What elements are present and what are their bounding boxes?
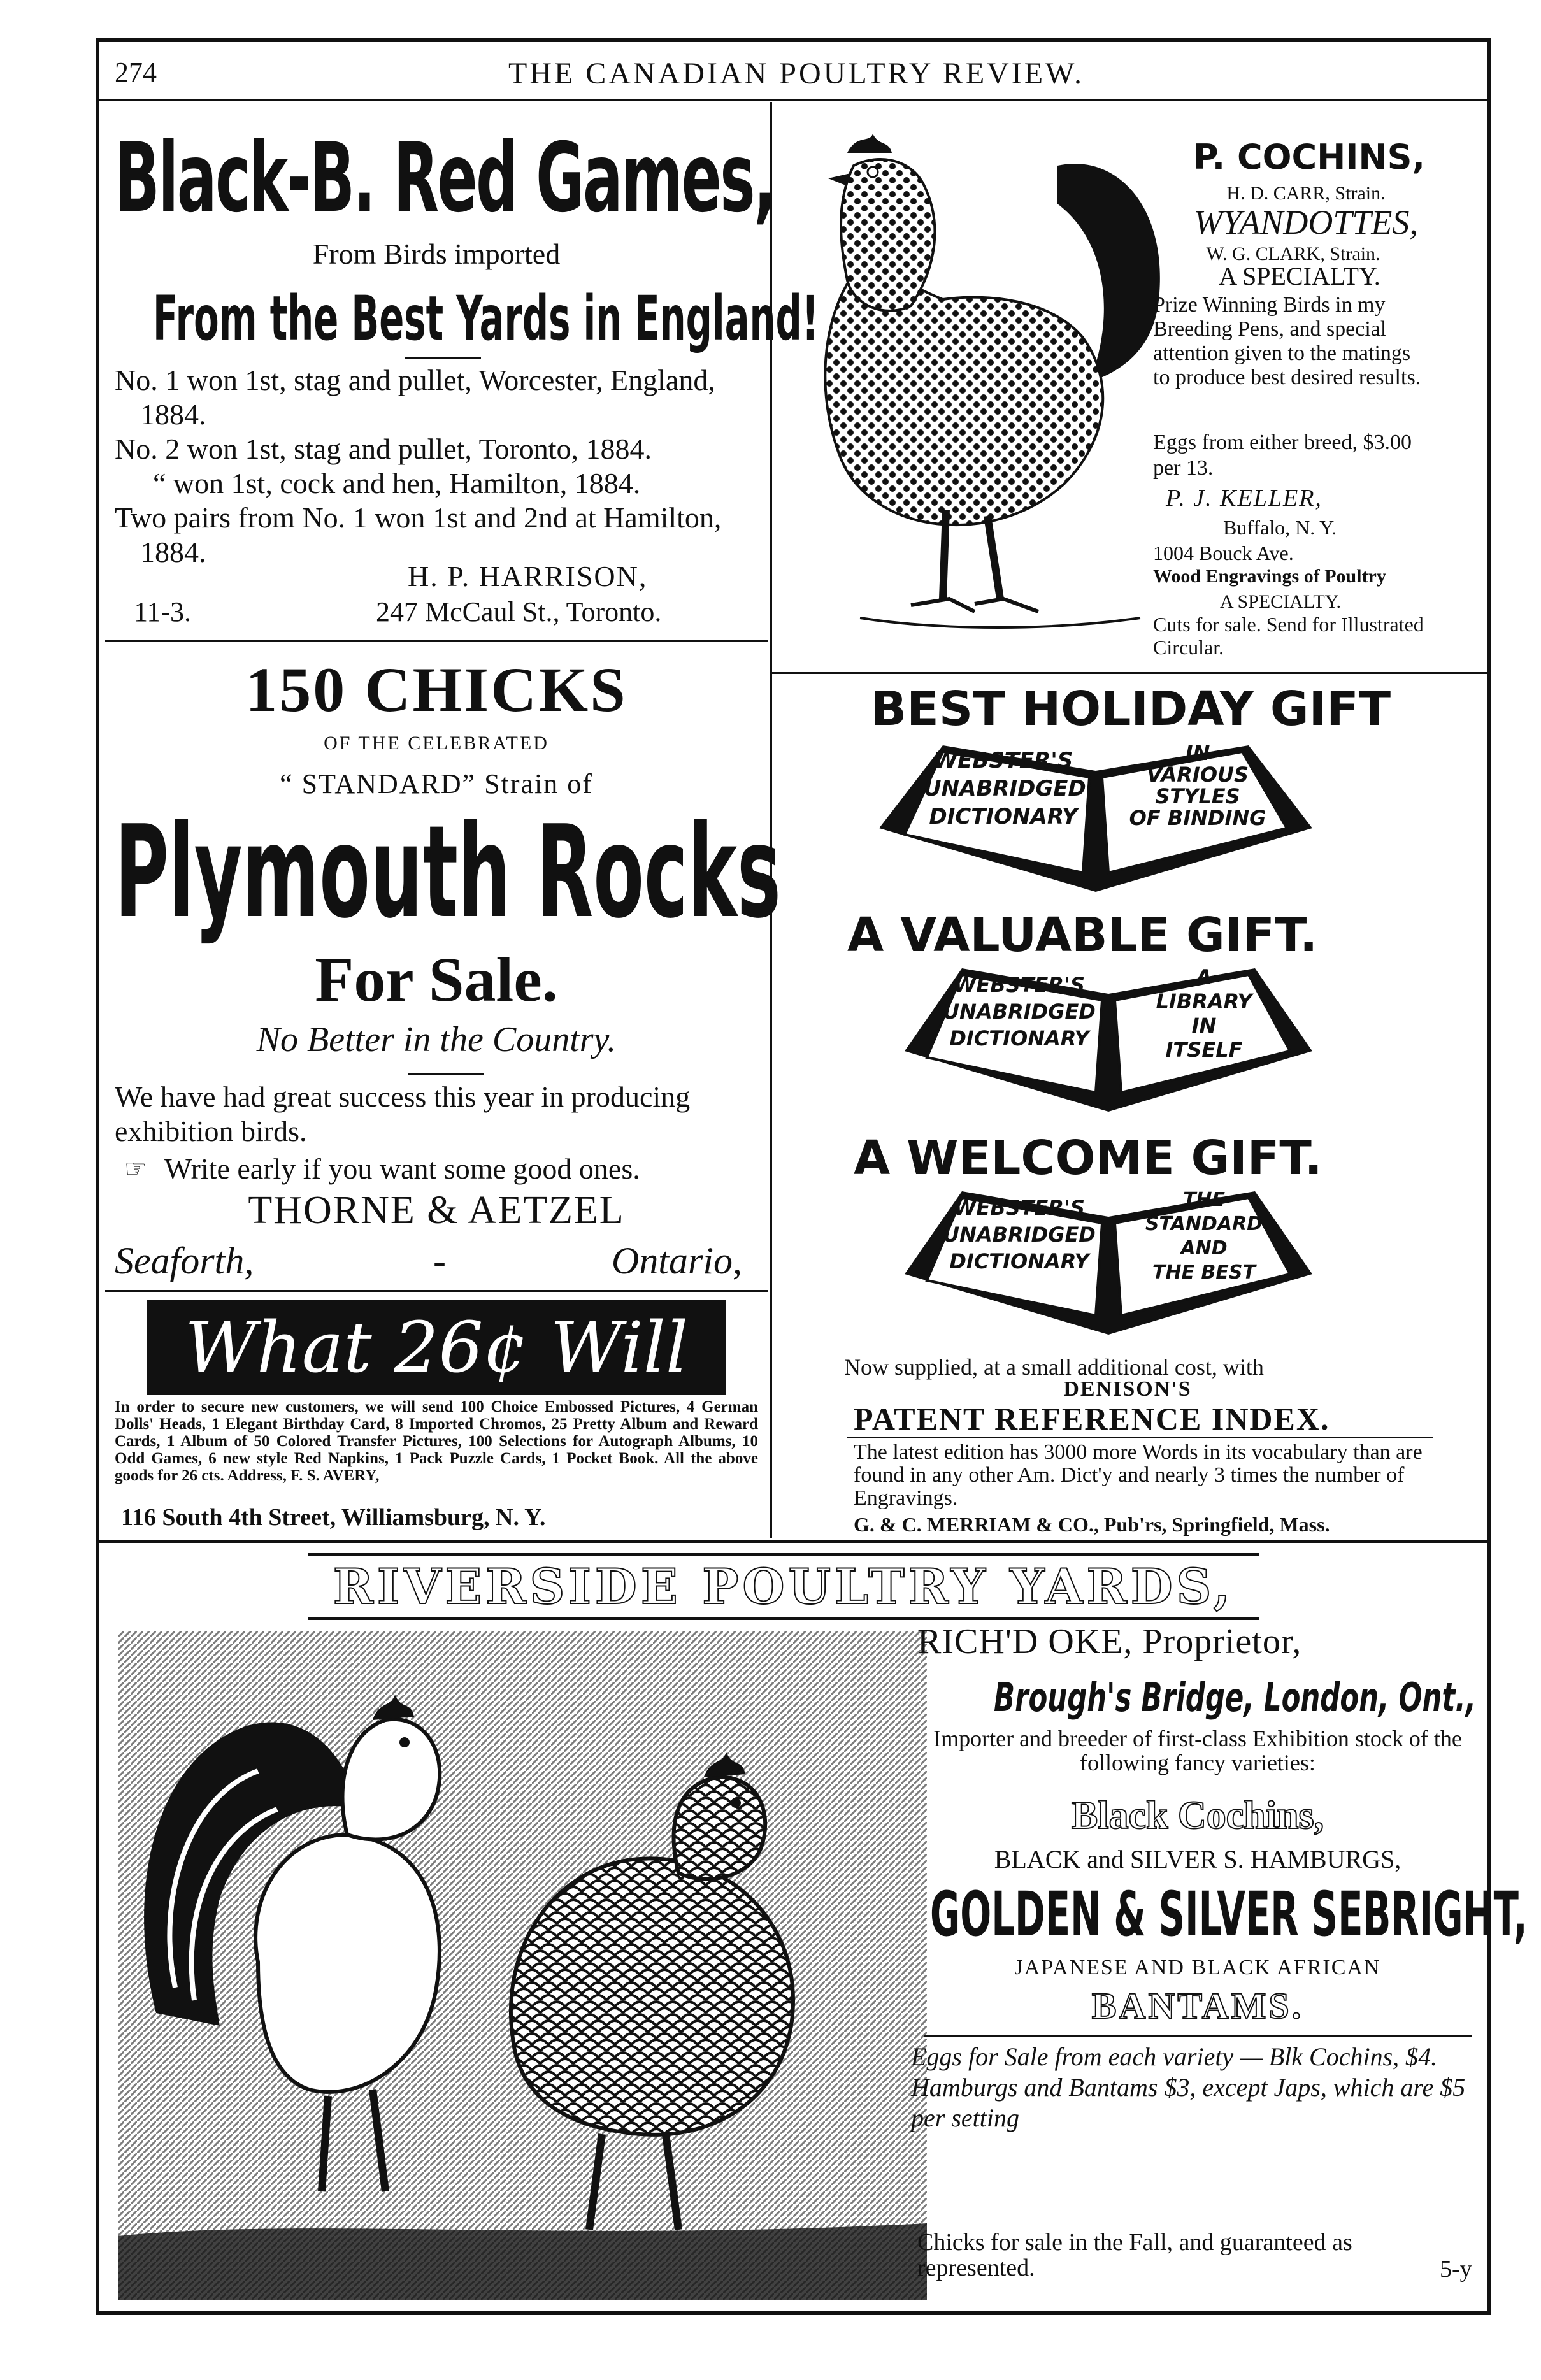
running-title: THE CANADIAN POULTRY REVIEW. — [508, 57, 1084, 90]
riverside-variety3: GOLDEN & SILVER SEBRIGHT, — [930, 1879, 1528, 1950]
harrison-address: 247 McCaul St., Toronto. — [376, 596, 662, 627]
book2-left-2: UNABRIDGED — [943, 1000, 1096, 1024]
webster-denison: DENISON'S — [1063, 1377, 1192, 1401]
thorne-dash: - — [433, 1240, 446, 1282]
keller-engravings: Wood Engravings of Poultry — [1153, 566, 1386, 587]
keller-name: P. J. KELLER, — [1166, 485, 1322, 512]
thorne-province: Ontario, — [612, 1240, 743, 1282]
keller-title: P. COCHINS, — [1193, 137, 1426, 177]
harrison-headline: Black-B. Red Games, — [115, 123, 775, 234]
book3-right-4: THE BEST — [1152, 1261, 1256, 1284]
book2-right-text — [1134, 965, 1274, 1062]
rooster-illustration — [784, 127, 1179, 650]
harrison-line-1: No. 1 won 1st, stag and pullet, Worcester, England, 1884. — [115, 364, 715, 431]
thorne-for-sale: For Sale. — [315, 944, 558, 1015]
book2-right-3: IN — [1191, 1014, 1217, 1038]
webster-line3: A WELCOME GIFT. — [854, 1131, 1322, 1186]
riverside-banner: RIVERSIDE POULTRY YARDS, — [308, 1553, 1260, 1620]
harrison-headline2: From the Best Yards in England! — [153, 283, 819, 354]
book1-left-3: DICTIONARY — [929, 804, 1078, 829]
book3-left-1: WEBSTER'S — [954, 1196, 1085, 1220]
harrison-lines — [115, 363, 758, 570]
thorne-text: We have had great success this year in producing exhibition birds. — [115, 1080, 691, 1147]
book3-right-3: AND — [1180, 1237, 1228, 1259]
riverside-proprietor: RICH'D OKE, Proprietor, — [917, 1622, 1302, 1661]
webster-line2: A VALUABLE GIFT. — [847, 908, 1318, 963]
book2-right-4: ITSELF — [1165, 1038, 1243, 1062]
book3-right-1: THE — [1182, 1189, 1226, 1211]
thorne-strain: “ STANDARD” Strain of — [280, 768, 593, 799]
book3-left-2: UNABRIDGED — [943, 1222, 1096, 1247]
book3-left-3: DICTIONARY — [949, 1249, 1089, 1273]
keller-specialty: A SPECIALTY. — [1219, 262, 1380, 290]
book2-left-3: DICTIONARY — [949, 1026, 1089, 1050]
webster-index: PATENT REFERENCE INDEX. — [854, 1401, 1330, 1437]
thorne-firm: THORNE & AETZEL — [248, 1189, 625, 1232]
riverside-variety5: BANTAMS. — [1091, 1985, 1304, 2026]
page-number: 274 — [115, 57, 157, 88]
book2-left-1: WEBSTER'S — [954, 973, 1085, 997]
riverside-eggs: Eggs for Sale from each variety — Blk Cochins, $4. Hamburgs and Bantams $3, except Japs, which are $5 per setting — [911, 2042, 1466, 2132]
book1-left-text — [924, 747, 1086, 831]
thorne-of-the: OF THE CELEBRATED — [324, 733, 549, 754]
thorne-town: Seaforth, — [115, 1240, 254, 1282]
book1-right-2: VARIOUS — [1146, 763, 1249, 787]
book1-left-2: UNABRIDGED — [924, 776, 1086, 801]
book1-left-1: WEBSTER'S — [933, 748, 1073, 773]
avery-text: In order to secure new customers, we will send 100 Choice Embossed Pictures, 4 German Dolls' Heads, 1 Elegant Birthday Card, 8 Imported Chromos, 25 Pretty Album and Reward Cards, 1 Album of 50 Colored Transfer Pictures, 100 Selections for Autograph Albums, 10 Odd Games, 6 new style Red Napkins, 1 Pack Puzzle Cards, 1 Pocket Book. All the above goods for 26 cts. Address, F. S. AVERY, — [115, 1398, 758, 1484]
book3-right-2: STANDARD — [1145, 1213, 1263, 1235]
book2-right-1: A — [1196, 965, 1212, 989]
webster-publisher: G. & C. MERRIAM & CO., Pub'rs, Springfield, Mass. — [854, 1513, 1330, 1536]
riverside-chicks: Chicks for sale in the Fall, and guaranteed as represented. — [917, 2229, 1352, 2281]
riverside-location: Brough's Bridge, London, Ont., — [994, 1674, 1477, 1721]
book1-right-text — [1121, 742, 1274, 829]
keller-street: 1004 Bouck Ave. — [1153, 541, 1294, 564]
riverside-banner-wrap — [172, 1553, 1395, 1617]
thorne-breed: Plymouth Rocks — [115, 798, 781, 947]
thorne-headline: 150 CHICKS — [245, 654, 627, 725]
harrison-line-2: No. 2 won 1st, stag and pullet, Toronto, 1884. — [115, 433, 652, 465]
webster-text: The latest edition has 3000 more Words in its vocabulary than are found in any other Am. Dict'y and nearly 3 times the number of Engravings. — [854, 1440, 1423, 1510]
keller-cuts: Cuts for sale. Send for Illustrated Circular. — [1153, 613, 1424, 659]
book1-right-3: STYLES — [1155, 784, 1240, 808]
avery-banner: What 26¢ Will Do!! — [147, 1300, 726, 1395]
book1-right-4: OF BINDING — [1129, 806, 1266, 830]
avery-address: 116 South 4th Street, Williamsburg, N. Y. — [121, 1504, 546, 1531]
thorne-tagline: No Better in the Country. — [256, 1020, 617, 1059]
riverside-variety4: JAPANESE AND BLACK AFRICAN — [1014, 1956, 1381, 1979]
harrison-line-3: “ won 1st, cock and hen, Hamilton, 1884. — [153, 467, 641, 499]
keller-specialty2: A SPECIALTY. — [1219, 591, 1342, 612]
riverside-variety1: Black Cochins, — [1071, 1794, 1324, 1837]
book2-right-2: LIBRARY — [1156, 989, 1252, 1014]
keller-strain1: H. D. CARR, Strain. — [1226, 183, 1386, 204]
keller-title2: WYANDOTTES, — [1194, 203, 1418, 241]
thorne-write: Write early if you want some good ones. — [164, 1152, 640, 1185]
webster-supplied: Now supplied, at a small additional cost, with — [844, 1354, 1264, 1380]
riverside-birds-illustration — [118, 1631, 927, 2300]
book2-left-text — [943, 971, 1096, 1052]
book3-right-text — [1134, 1188, 1274, 1285]
keller-city: Buffalo, N. Y. — [1223, 516, 1337, 539]
harrison-code: 11-3. — [134, 596, 192, 627]
keller-text: Prize Winning Birds in my Breeding Pens, and special attention given to the matings to produce best desired results. — [1153, 293, 1421, 389]
harrison-line-4: Two pairs from No. 1 won 1st and 2nd at Hamilton, 1884. — [115, 501, 722, 568]
book1-right-1: IN — [1185, 741, 1210, 765]
keller-strain2: W. G. CLARK, Strain. — [1206, 243, 1380, 264]
webster-line1: BEST HOLIDAY GIFT — [870, 682, 1391, 736]
riverside-code: 5-y — [1440, 2256, 1472, 2283]
riverside-importer: Importer and breeder of first-class Exhibition stock of the following fancy varieties: — [933, 1726, 1462, 1775]
pointing-hand-icon: ☞ — [124, 1154, 147, 1184]
riverside-variety2: BLACK and SILVER S. HAMBURGS, — [994, 1845, 1401, 1874]
book3-left-text — [943, 1194, 1096, 1275]
harrison-subhead: From Birds imported — [312, 238, 561, 270]
harrison-name: H. P. HARRISON, — [408, 560, 648, 592]
keller-eggs: Eggs from either breed, $3.00 per 13. — [1153, 431, 1412, 480]
